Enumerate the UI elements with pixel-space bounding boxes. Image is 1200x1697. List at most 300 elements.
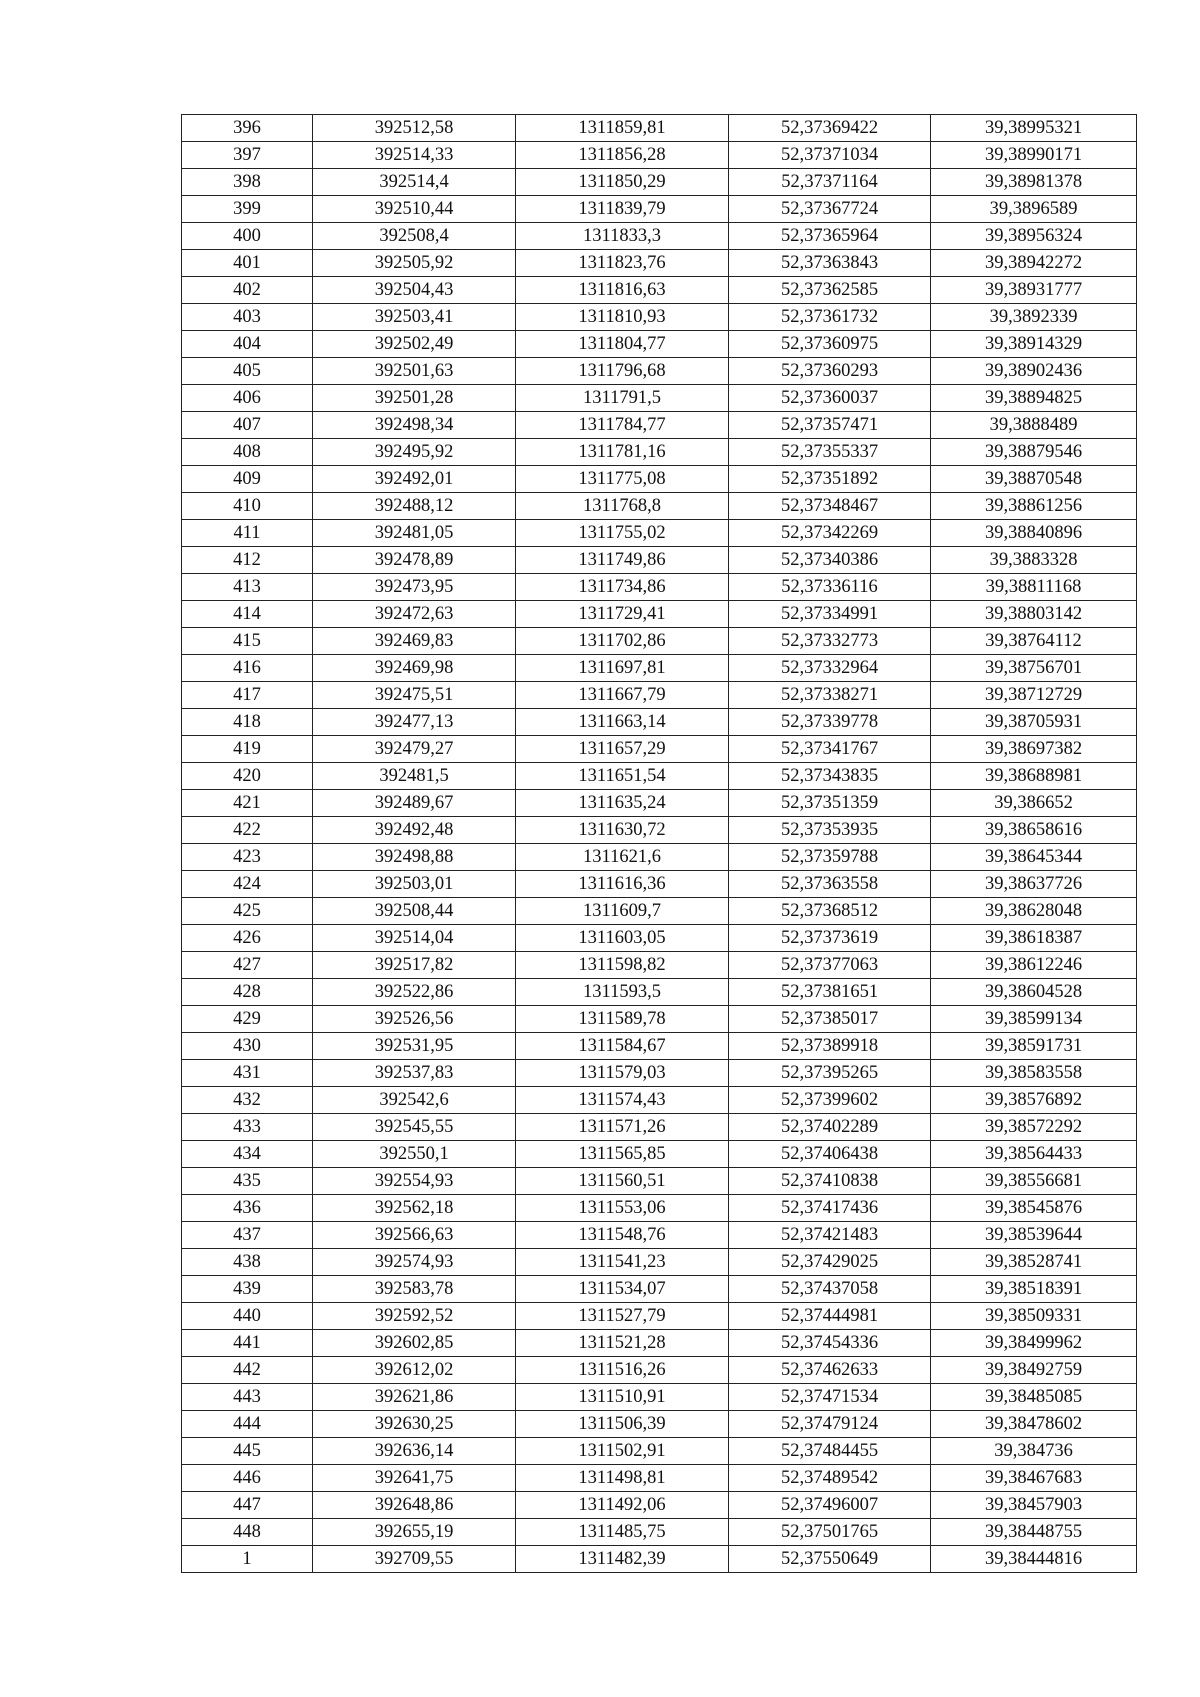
latitude-cell: 52,37550649 (729, 1546, 931, 1573)
table-row (182, 682, 1137, 709)
x-coordinate-cell: 392481,05 (313, 520, 516, 547)
table-row (182, 1411, 1137, 1438)
table-row (182, 1357, 1137, 1384)
longitude-cell: 39,38591731 (931, 1033, 1137, 1060)
point-number-cell: 447 (182, 1492, 313, 1519)
x-coordinate-cell: 392469,98 (313, 655, 516, 682)
latitude-cell: 52,37395265 (729, 1060, 931, 1087)
y-coordinate-cell: 1311657,29 (516, 736, 729, 763)
longitude-cell: 39,38645344 (931, 844, 1137, 871)
longitude-cell: 39,38764112 (931, 628, 1137, 655)
y-coordinate-cell: 1311548,76 (516, 1222, 729, 1249)
table-row (182, 1438, 1137, 1465)
latitude-cell: 52,37348467 (729, 493, 931, 520)
y-coordinate-cell: 1311833,3 (516, 223, 729, 250)
y-coordinate-cell: 1311516,26 (516, 1357, 729, 1384)
latitude-cell: 52,37338271 (729, 682, 931, 709)
longitude-cell: 39,38492759 (931, 1357, 1137, 1384)
y-coordinate-cell: 1311810,93 (516, 304, 729, 331)
x-coordinate-cell: 392648,86 (313, 1492, 516, 1519)
longitude-cell: 39,38556681 (931, 1168, 1137, 1195)
x-coordinate-cell: 392501,63 (313, 358, 516, 385)
coordinates-table (181, 114, 1137, 1573)
table-row (182, 979, 1137, 1006)
x-coordinate-cell: 392501,28 (313, 385, 516, 412)
latitude-cell: 52,37501765 (729, 1519, 931, 1546)
table-row (182, 763, 1137, 790)
y-coordinate-cell: 1311667,79 (516, 682, 729, 709)
x-coordinate-cell: 392612,02 (313, 1357, 516, 1384)
point-number-cell: 414 (182, 601, 313, 628)
latitude-cell: 52,37385017 (729, 1006, 931, 1033)
y-coordinate-cell: 1311506,39 (516, 1411, 729, 1438)
x-coordinate-cell: 392473,95 (313, 574, 516, 601)
point-number-cell: 422 (182, 817, 313, 844)
table-row (182, 385, 1137, 412)
point-number-cell: 439 (182, 1276, 313, 1303)
table-row (182, 142, 1137, 169)
latitude-cell: 52,37479124 (729, 1411, 931, 1438)
latitude-cell: 52,37484455 (729, 1438, 931, 1465)
table-row (182, 1141, 1137, 1168)
latitude-cell: 52,37410838 (729, 1168, 931, 1195)
y-coordinate-cell: 1311635,24 (516, 790, 729, 817)
longitude-cell: 39,38811168 (931, 574, 1137, 601)
y-coordinate-cell: 1311579,03 (516, 1060, 729, 1087)
longitude-cell: 39,38599134 (931, 1006, 1137, 1033)
y-coordinate-cell: 1311663,14 (516, 709, 729, 736)
longitude-cell: 39,38576892 (931, 1087, 1137, 1114)
latitude-cell: 52,37360037 (729, 385, 931, 412)
latitude-cell: 52,37489542 (729, 1465, 931, 1492)
point-number-cell: 429 (182, 1006, 313, 1033)
table-row (182, 1087, 1137, 1114)
x-coordinate-cell: 392550,1 (313, 1141, 516, 1168)
longitude-cell: 39,38902436 (931, 358, 1137, 385)
longitude-cell: 39,38712729 (931, 682, 1137, 709)
latitude-cell: 52,37363843 (729, 250, 931, 277)
latitude-cell: 52,37406438 (729, 1141, 931, 1168)
y-coordinate-cell: 1311729,41 (516, 601, 729, 628)
longitude-cell: 39,38894825 (931, 385, 1137, 412)
y-coordinate-cell: 1311598,82 (516, 952, 729, 979)
x-coordinate-cell: 392709,55 (313, 1546, 516, 1573)
table-row (182, 844, 1137, 871)
longitude-cell: 39,3888489 (931, 412, 1137, 439)
x-coordinate-cell: 392492,48 (313, 817, 516, 844)
longitude-cell: 39,3883328 (931, 547, 1137, 574)
point-number-cell: 412 (182, 547, 313, 574)
latitude-cell: 52,37334991 (729, 601, 931, 628)
point-number-cell: 428 (182, 979, 313, 1006)
y-coordinate-cell: 1311534,07 (516, 1276, 729, 1303)
longitude-cell: 39,38478602 (931, 1411, 1137, 1438)
latitude-cell: 52,37341767 (729, 736, 931, 763)
point-number-cell: 404 (182, 331, 313, 358)
latitude-cell: 52,37371034 (729, 142, 931, 169)
y-coordinate-cell: 1311859,81 (516, 115, 729, 142)
longitude-cell: 39,38697382 (931, 736, 1137, 763)
point-number-cell: 432 (182, 1087, 313, 1114)
table-row (182, 304, 1137, 331)
x-coordinate-cell: 392630,25 (313, 1411, 516, 1438)
table-row (182, 655, 1137, 682)
table-row (182, 169, 1137, 196)
x-coordinate-cell: 392566,63 (313, 1222, 516, 1249)
point-number-cell: 448 (182, 1519, 313, 1546)
point-number-cell: 419 (182, 736, 313, 763)
table-row (182, 1114, 1137, 1141)
point-number-cell: 425 (182, 898, 313, 925)
x-coordinate-cell: 392481,5 (313, 763, 516, 790)
longitude-cell: 39,38995321 (931, 115, 1137, 142)
table-row (182, 1006, 1137, 1033)
longitude-cell: 39,38539644 (931, 1222, 1137, 1249)
x-coordinate-cell: 392469,83 (313, 628, 516, 655)
point-number-cell: 438 (182, 1249, 313, 1276)
longitude-cell: 39,38618387 (931, 925, 1137, 952)
table-row (182, 1195, 1137, 1222)
point-number-cell: 445 (182, 1438, 313, 1465)
point-number-cell: 403 (182, 304, 313, 331)
longitude-cell: 39,3892339 (931, 304, 1137, 331)
table-row (182, 871, 1137, 898)
coordinates-table-body (182, 115, 1137, 1573)
table-row (182, 1546, 1137, 1573)
x-coordinate-cell: 392537,83 (313, 1060, 516, 1087)
point-number-cell: 423 (182, 844, 313, 871)
y-coordinate-cell: 1311755,02 (516, 520, 729, 547)
table-row (182, 115, 1137, 142)
x-coordinate-cell: 392475,51 (313, 682, 516, 709)
latitude-cell: 52,37381651 (729, 979, 931, 1006)
longitude-cell: 39,38914329 (931, 331, 1137, 358)
y-coordinate-cell: 1311734,86 (516, 574, 729, 601)
y-coordinate-cell: 1311850,29 (516, 169, 729, 196)
longitude-cell: 39,38628048 (931, 898, 1137, 925)
latitude-cell: 52,37332964 (729, 655, 931, 682)
table-row (182, 1303, 1137, 1330)
point-number-cell: 409 (182, 466, 313, 493)
longitude-cell: 39,38457903 (931, 1492, 1137, 1519)
longitude-cell: 39,38870548 (931, 466, 1137, 493)
point-number-cell: 406 (182, 385, 313, 412)
point-number-cell: 417 (182, 682, 313, 709)
point-number-cell: 431 (182, 1060, 313, 1087)
point-number-cell: 402 (182, 277, 313, 304)
x-coordinate-cell: 392621,86 (313, 1384, 516, 1411)
y-coordinate-cell: 1311775,08 (516, 466, 729, 493)
longitude-cell: 39,38705931 (931, 709, 1137, 736)
longitude-cell: 39,38990171 (931, 142, 1137, 169)
table-row (182, 547, 1137, 574)
latitude-cell: 52,37454336 (729, 1330, 931, 1357)
latitude-cell: 52,37365964 (729, 223, 931, 250)
y-coordinate-cell: 1311697,81 (516, 655, 729, 682)
x-coordinate-cell: 392545,55 (313, 1114, 516, 1141)
table-row (182, 520, 1137, 547)
x-coordinate-cell: 392542,6 (313, 1087, 516, 1114)
x-coordinate-cell: 392655,19 (313, 1519, 516, 1546)
y-coordinate-cell: 1311621,6 (516, 844, 729, 871)
point-number-cell: 440 (182, 1303, 313, 1330)
y-coordinate-cell: 1311584,67 (516, 1033, 729, 1060)
table-row (182, 925, 1137, 952)
longitude-cell: 39,386652 (931, 790, 1137, 817)
x-coordinate-cell: 392514,4 (313, 169, 516, 196)
point-number-cell: 416 (182, 655, 313, 682)
table-row (182, 574, 1137, 601)
latitude-cell: 52,37377063 (729, 952, 931, 979)
table-row (182, 277, 1137, 304)
point-number-cell: 405 (182, 358, 313, 385)
x-coordinate-cell: 392472,63 (313, 601, 516, 628)
x-coordinate-cell: 392508,4 (313, 223, 516, 250)
latitude-cell: 52,37421483 (729, 1222, 931, 1249)
table-row (182, 196, 1137, 223)
table-row (182, 439, 1137, 466)
table-row (182, 250, 1137, 277)
y-coordinate-cell: 1311616,36 (516, 871, 729, 898)
y-coordinate-cell: 1311574,43 (516, 1087, 729, 1114)
longitude-cell: 39,38861256 (931, 493, 1137, 520)
y-coordinate-cell: 1311498,81 (516, 1465, 729, 1492)
x-coordinate-cell: 392510,44 (313, 196, 516, 223)
point-number-cell: 424 (182, 871, 313, 898)
x-coordinate-cell: 392583,78 (313, 1276, 516, 1303)
point-number-cell: 434 (182, 1141, 313, 1168)
point-number-cell: 410 (182, 493, 313, 520)
x-coordinate-cell: 392504,43 (313, 277, 516, 304)
x-coordinate-cell: 392574,93 (313, 1249, 516, 1276)
table-row (182, 1222, 1137, 1249)
longitude-cell: 39,38612246 (931, 952, 1137, 979)
longitude-cell: 39,38803142 (931, 601, 1137, 628)
longitude-cell: 39,38981378 (931, 169, 1137, 196)
table-row (182, 1465, 1137, 1492)
latitude-cell: 52,37336116 (729, 574, 931, 601)
x-coordinate-cell: 392522,86 (313, 979, 516, 1006)
table-row (182, 1033, 1137, 1060)
y-coordinate-cell: 1311482,39 (516, 1546, 729, 1573)
point-number-cell: 415 (182, 628, 313, 655)
table-row (182, 709, 1137, 736)
point-number-cell: 436 (182, 1195, 313, 1222)
latitude-cell: 52,37399602 (729, 1087, 931, 1114)
y-coordinate-cell: 1311781,16 (516, 439, 729, 466)
latitude-cell: 52,37368512 (729, 898, 931, 925)
longitude-cell: 39,38485085 (931, 1384, 1137, 1411)
longitude-cell: 39,38840896 (931, 520, 1137, 547)
point-number-cell: 441 (182, 1330, 313, 1357)
point-number-cell: 408 (182, 439, 313, 466)
x-coordinate-cell: 392514,04 (313, 925, 516, 952)
longitude-cell: 39,38467683 (931, 1465, 1137, 1492)
table-row (182, 790, 1137, 817)
latitude-cell: 52,37353935 (729, 817, 931, 844)
x-coordinate-cell: 392495,92 (313, 439, 516, 466)
y-coordinate-cell: 1311485,75 (516, 1519, 729, 1546)
table-row (182, 1276, 1137, 1303)
x-coordinate-cell: 392562,18 (313, 1195, 516, 1222)
x-coordinate-cell: 392531,95 (313, 1033, 516, 1060)
y-coordinate-cell: 1311502,91 (516, 1438, 729, 1465)
table-row (182, 412, 1137, 439)
latitude-cell: 52,37339778 (729, 709, 931, 736)
point-number-cell: 444 (182, 1411, 313, 1438)
latitude-cell: 52,37389918 (729, 1033, 931, 1060)
table-row (182, 493, 1137, 520)
latitude-cell: 52,37371164 (729, 169, 931, 196)
y-coordinate-cell: 1311749,86 (516, 547, 729, 574)
longitude-cell: 39,38518391 (931, 1276, 1137, 1303)
y-coordinate-cell: 1311791,5 (516, 385, 729, 412)
x-coordinate-cell: 392508,44 (313, 898, 516, 925)
x-coordinate-cell: 392514,33 (313, 142, 516, 169)
y-coordinate-cell: 1311651,54 (516, 763, 729, 790)
latitude-cell: 52,37357471 (729, 412, 931, 439)
latitude-cell: 52,37362585 (729, 277, 931, 304)
point-number-cell: 437 (182, 1222, 313, 1249)
y-coordinate-cell: 1311816,63 (516, 277, 729, 304)
latitude-cell: 52,37462633 (729, 1357, 931, 1384)
y-coordinate-cell: 1311527,79 (516, 1303, 729, 1330)
longitude-cell: 39,3896589 (931, 196, 1137, 223)
longitude-cell: 39,38528741 (931, 1249, 1137, 1276)
longitude-cell: 39,38509331 (931, 1303, 1137, 1330)
table-row (182, 466, 1137, 493)
y-coordinate-cell: 1311521,28 (516, 1330, 729, 1357)
x-coordinate-cell: 392526,56 (313, 1006, 516, 1033)
table-row (182, 1168, 1137, 1195)
latitude-cell: 52,37429025 (729, 1249, 931, 1276)
y-coordinate-cell: 1311768,8 (516, 493, 729, 520)
longitude-cell: 39,38545876 (931, 1195, 1137, 1222)
longitude-cell: 39,38572292 (931, 1114, 1137, 1141)
x-coordinate-cell: 392503,01 (313, 871, 516, 898)
x-coordinate-cell: 392636,14 (313, 1438, 516, 1465)
table-row (182, 952, 1137, 979)
point-number-cell: 400 (182, 223, 313, 250)
latitude-cell: 52,37355337 (729, 439, 931, 466)
latitude-cell: 52,37332773 (729, 628, 931, 655)
longitude-cell: 39,38658616 (931, 817, 1137, 844)
y-coordinate-cell: 1311593,5 (516, 979, 729, 1006)
x-coordinate-cell: 392479,27 (313, 736, 516, 763)
point-number-cell: 418 (182, 709, 313, 736)
y-coordinate-cell: 1311541,23 (516, 1249, 729, 1276)
x-coordinate-cell: 392505,92 (313, 250, 516, 277)
x-coordinate-cell: 392498,88 (313, 844, 516, 871)
x-coordinate-cell: 392602,85 (313, 1330, 516, 1357)
point-number-cell: 399 (182, 196, 313, 223)
x-coordinate-cell: 392488,12 (313, 493, 516, 520)
y-coordinate-cell: 1311702,86 (516, 628, 729, 655)
y-coordinate-cell: 1311510,91 (516, 1384, 729, 1411)
latitude-cell: 52,37402289 (729, 1114, 931, 1141)
point-number-cell: 442 (182, 1357, 313, 1384)
table-row (182, 1060, 1137, 1087)
table-row (182, 1330, 1137, 1357)
longitude-cell: 39,38444816 (931, 1546, 1137, 1573)
longitude-cell: 39,38756701 (931, 655, 1137, 682)
x-coordinate-cell: 392517,82 (313, 952, 516, 979)
x-coordinate-cell: 392477,13 (313, 709, 516, 736)
x-coordinate-cell: 392478,89 (313, 547, 516, 574)
latitude-cell: 52,37471534 (729, 1384, 931, 1411)
point-number-cell: 398 (182, 169, 313, 196)
longitude-cell: 39,384736 (931, 1438, 1137, 1465)
table-row (182, 358, 1137, 385)
point-number-cell: 411 (182, 520, 313, 547)
table-row (182, 601, 1137, 628)
y-coordinate-cell: 1311839,79 (516, 196, 729, 223)
point-number-cell: 446 (182, 1465, 313, 1492)
x-coordinate-cell: 392498,34 (313, 412, 516, 439)
longitude-cell: 39,38931777 (931, 277, 1137, 304)
latitude-cell: 52,37496007 (729, 1492, 931, 1519)
x-coordinate-cell: 392554,93 (313, 1168, 516, 1195)
latitude-cell: 52,37437058 (729, 1276, 931, 1303)
point-number-cell: 443 (182, 1384, 313, 1411)
x-coordinate-cell: 392592,52 (313, 1303, 516, 1330)
longitude-cell: 39,38583558 (931, 1060, 1137, 1087)
latitude-cell: 52,37360293 (729, 358, 931, 385)
longitude-cell: 39,38499962 (931, 1330, 1137, 1357)
point-number-cell: 427 (182, 952, 313, 979)
point-number-cell: 397 (182, 142, 313, 169)
point-number-cell: 433 (182, 1114, 313, 1141)
latitude-cell: 52,37343835 (729, 763, 931, 790)
latitude-cell: 52,37360975 (729, 331, 931, 358)
y-coordinate-cell: 1311609,7 (516, 898, 729, 925)
table-row (182, 1492, 1137, 1519)
point-number-cell: 413 (182, 574, 313, 601)
latitude-cell: 52,37373619 (729, 925, 931, 952)
x-coordinate-cell: 392502,49 (313, 331, 516, 358)
point-number-cell: 396 (182, 115, 313, 142)
x-coordinate-cell: 392512,58 (313, 115, 516, 142)
table-row (182, 1249, 1137, 1276)
latitude-cell: 52,37417436 (729, 1195, 931, 1222)
point-number-cell: 430 (182, 1033, 313, 1060)
longitude-cell: 39,38879546 (931, 439, 1137, 466)
point-number-cell: 421 (182, 790, 313, 817)
longitude-cell: 39,38564433 (931, 1141, 1137, 1168)
table-row (182, 223, 1137, 250)
y-coordinate-cell: 1311492,06 (516, 1492, 729, 1519)
x-coordinate-cell: 392641,75 (313, 1465, 516, 1492)
y-coordinate-cell: 1311823,76 (516, 250, 729, 277)
x-coordinate-cell: 392492,01 (313, 466, 516, 493)
y-coordinate-cell: 1311630,72 (516, 817, 729, 844)
longitude-cell: 39,38688981 (931, 763, 1137, 790)
table-row (182, 331, 1137, 358)
y-coordinate-cell: 1311565,85 (516, 1141, 729, 1168)
latitude-cell: 52,37351359 (729, 790, 931, 817)
latitude-cell: 52,37363558 (729, 871, 931, 898)
latitude-cell: 52,37351892 (729, 466, 931, 493)
table-row (182, 736, 1137, 763)
table-row (182, 1519, 1137, 1546)
latitude-cell: 52,37342269 (729, 520, 931, 547)
y-coordinate-cell: 1311603,05 (516, 925, 729, 952)
latitude-cell: 52,37369422 (729, 115, 931, 142)
x-coordinate-cell: 392503,41 (313, 304, 516, 331)
latitude-cell: 52,37367724 (729, 196, 931, 223)
y-coordinate-cell: 1311784,77 (516, 412, 729, 439)
point-number-cell: 1 (182, 1546, 313, 1573)
